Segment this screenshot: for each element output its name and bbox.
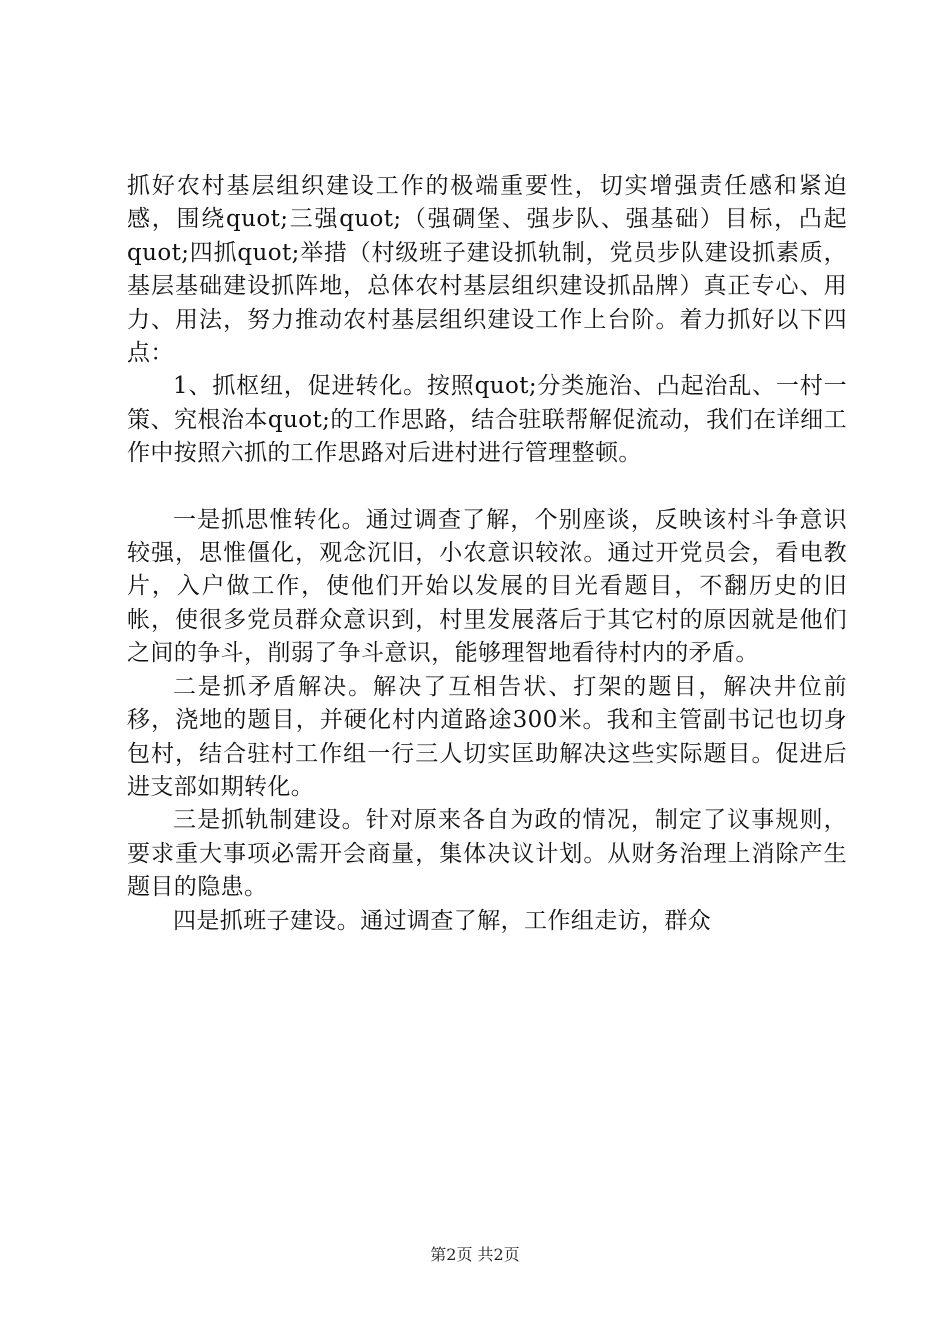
page-number-footer: 第2页 共2页: [430, 1245, 520, 1264]
paragraph-item-2: 二是抓矛盾解决。解决了互相告状、打架的题目，解决井位前移，浇地的题目，并硬化村内道路途300米。我和主管副书记也切身包村，结合驻村工作组一行三人切实匡助解决这些实际题目。促进后进支部如期转化。: [127, 673, 847, 800]
paragraph-point-1: 1、抓枢纽，促进转化。按照quot;分类施治、凸起治乱、一村一策、究根治本quot;的工作思路，结合驻联帮解促流动，我们在详细工作中按照六抓的工作思路对后进村进行管理整顿。: [127, 373, 847, 467]
paragraph-item-4: 四是抓班子建设。通过调查了解，工作组走访，群众: [173, 907, 712, 934]
paragraph-intro: 抓好农村基层组织建设工作的极端重要性，切实增强责任感和紧迫感，围绕quot;三强quot;（强碉堡、强步队、强基础）目标，凸起quot;四抓quot;举措（村级班子建设抓轨制，党员步队建设抓素质，基层基础建设抓阵地，总体农村基层组织建设抓品牌）真正专心、用力、用法，努力推动农村基层组织建设工作上台阶。着力抓好以下四点：: [127, 173, 847, 367]
paragraph-item-1: 一是抓思惟转化。通过调查了解，个别座谈，反映该村斗争意识较强，思惟僵化，观念沉旧，小农意识较浓。通过开党员会，看电教片，入户做工作，使他们开始以发展的目光看题目，不翻历史的旧帐，使很多党员群众意识到，村里发展落后于其它村的原因就是他们之间的争斗，削弱了争斗意识，能够理智地看待村内的矛盾。: [127, 506, 847, 667]
paragraph-item-3: 三是抓轨制建设。针对原来各自为政的情况，制定了议事规则，要求重大事项必需开会商量，集体决议计划。从财务治理上消除产生题目的隐患。: [127, 807, 847, 901]
document-body: [127, 170, 847, 938]
